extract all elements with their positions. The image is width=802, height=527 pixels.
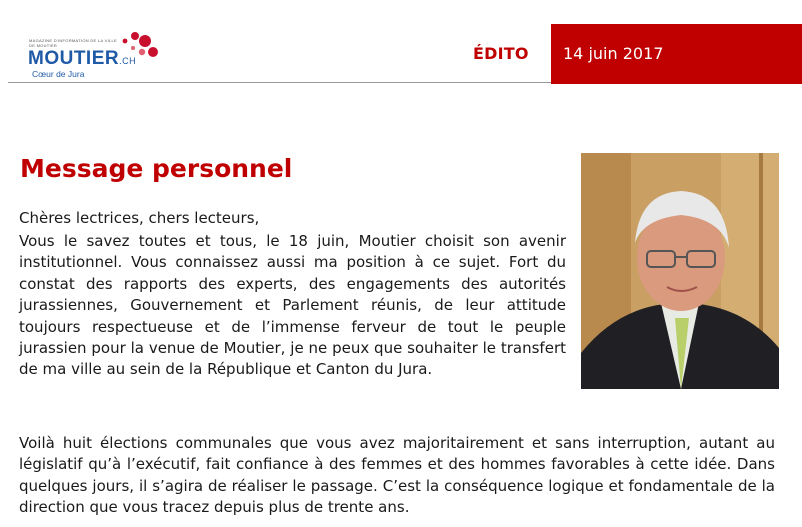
moutier-logo[interactable] <box>25 28 165 78</box>
date-banner <box>551 24 802 84</box>
header-divider <box>8 82 551 83</box>
portrait-illustration <box>581 153 779 389</box>
page-header <box>0 0 802 86</box>
author-portrait <box>581 153 779 389</box>
logo-subtitle: Cœur de Jura <box>32 69 85 79</box>
article-title: Message personnel <box>20 154 293 183</box>
article-paragraph-1: Vous le savez toutes et tous, le 18 juin, Moutier choisit son avenir institutionnel. Vous connaissez aussi ma position à ce sujet. Fort du constat des rapports des experts, des engagements des autorités jurassiennes, Gouvernement et Parlement réunis, de leur attitude toujours respectueuse et de l’immense ferveur de tout le peuple jurassien pour la venue de Moutier, je ne peux que souhaiter le transfert de ma ville au sein de la République et Canton du Jura. <box>19 232 566 379</box>
logo-extension: .CH <box>119 56 137 66</box>
logo-name <box>28 48 136 70</box>
section-label: ÉDITO <box>473 44 529 63</box>
issue-date: 14 juin 2017 <box>563 44 664 63</box>
article-greeting: Chères lectrices, chers lecteurs, <box>19 209 260 227</box>
logo-name-text: MOUTIER <box>28 48 120 69</box>
article-paragraph-2: Voilà huit élections communales que vous avez majoritairement et sans interruption, autant au législatif qu’à l’exécutif, fait confiance à des femmes et des hommes favorables à cette idée. Dans quelques jours, il s’agira de réaliser le passage. C’est la conséquence logique et fondamentale de la direction que vous tracez depuis plus de trente ans. <box>19 434 775 517</box>
logo-tagline: MAGAZINE D'INFORMATION DE LA VILLE DE MOUTIER <box>29 38 118 48</box>
